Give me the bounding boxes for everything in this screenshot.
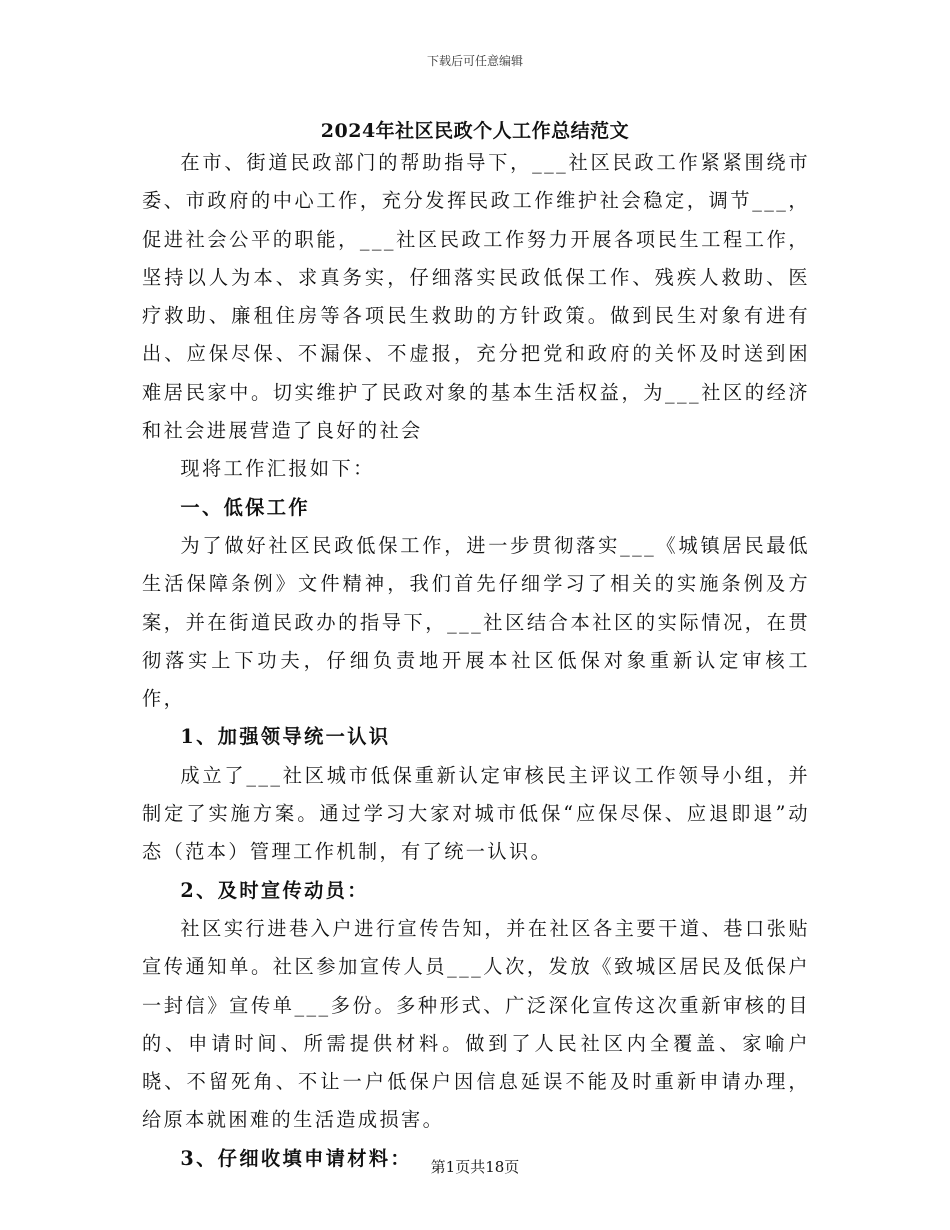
intro-paragraph: 在市、街道民政部门的帮助指导下，___社区民政工作紧紧围绕市委、市政府的中心工作，充分发挥民政工作维护社会稳定，调节___，促进社会公平的职能，___社区民政工作努力开展各项民生工程工作，坚持以人为本、求真务实，仔细落实民政低保工作、残疾人救助、医疗救助、廉租住房等各项民生救助的方针政策。做到民生对象有进有出、应保尽保、不漏保、不虚报，充分把党和政府的关怀及时送到困难居民家中。切实维护了民政对象的基本生活权益，为___社区的经济和社会进展营造了良好的社会 <box>142 151 810 443</box>
item1-paragraph: 成立了___社区城市低保重新认定审核民主评议工作领导小组，并制定了实施方案。通过学习大家对城市低保“应保尽保、应退即退”动态（范本）管理工作机制，有了统一认识。 <box>142 763 810 864</box>
page-number: 第1页共18页 <box>430 1158 520 1176</box>
report-intro-line: 现将工作汇报如下： <box>180 457 375 481</box>
item2-heading: 2、及时宣传动员： <box>180 878 369 902</box>
section1-heading: 一、低保工作 <box>180 495 310 519</box>
item2-paragraph: 社区实行进巷入户进行宣传告知，并在社区各主要干道、巷口张贴宣传通知单。社区参加宣传人员___人次，发放《致城区居民及低保户一封信》宣传单___多份。多种形式、广泛深化宣传这次重新审核的目的、申请时间、所需提供材料。做到了人民社区内全覆盖、家喻户晓、不留死角、不让一户低保户因信息延误不能及时重新申请办理，给原本就困难的生活造成损害。 <box>142 916 810 1132</box>
section1-paragraph: 为了做好社区民政低保工作，进一步贯彻落实___《城镇居民最低生活保障条例》文件精神，我们首先仔细学习了相关的实施条例及方案，并在街道民政办的指导下，___社区结合本社区的实际情况，在贯彻落实上下功夫，仔细负责地开展本社区低保对象重新认定审核工作， <box>142 533 810 711</box>
item3-heading: 3、仔细收填申请材料： <box>180 1146 413 1170</box>
download-note: 下载后可任意编辑 <box>426 54 523 68</box>
document-title: 2024年社区民政个人工作总结范文 <box>320 120 630 142</box>
document-body <box>142 144 810 1178</box>
item1-heading: 1、加强领导统一认识 <box>180 725 391 749</box>
